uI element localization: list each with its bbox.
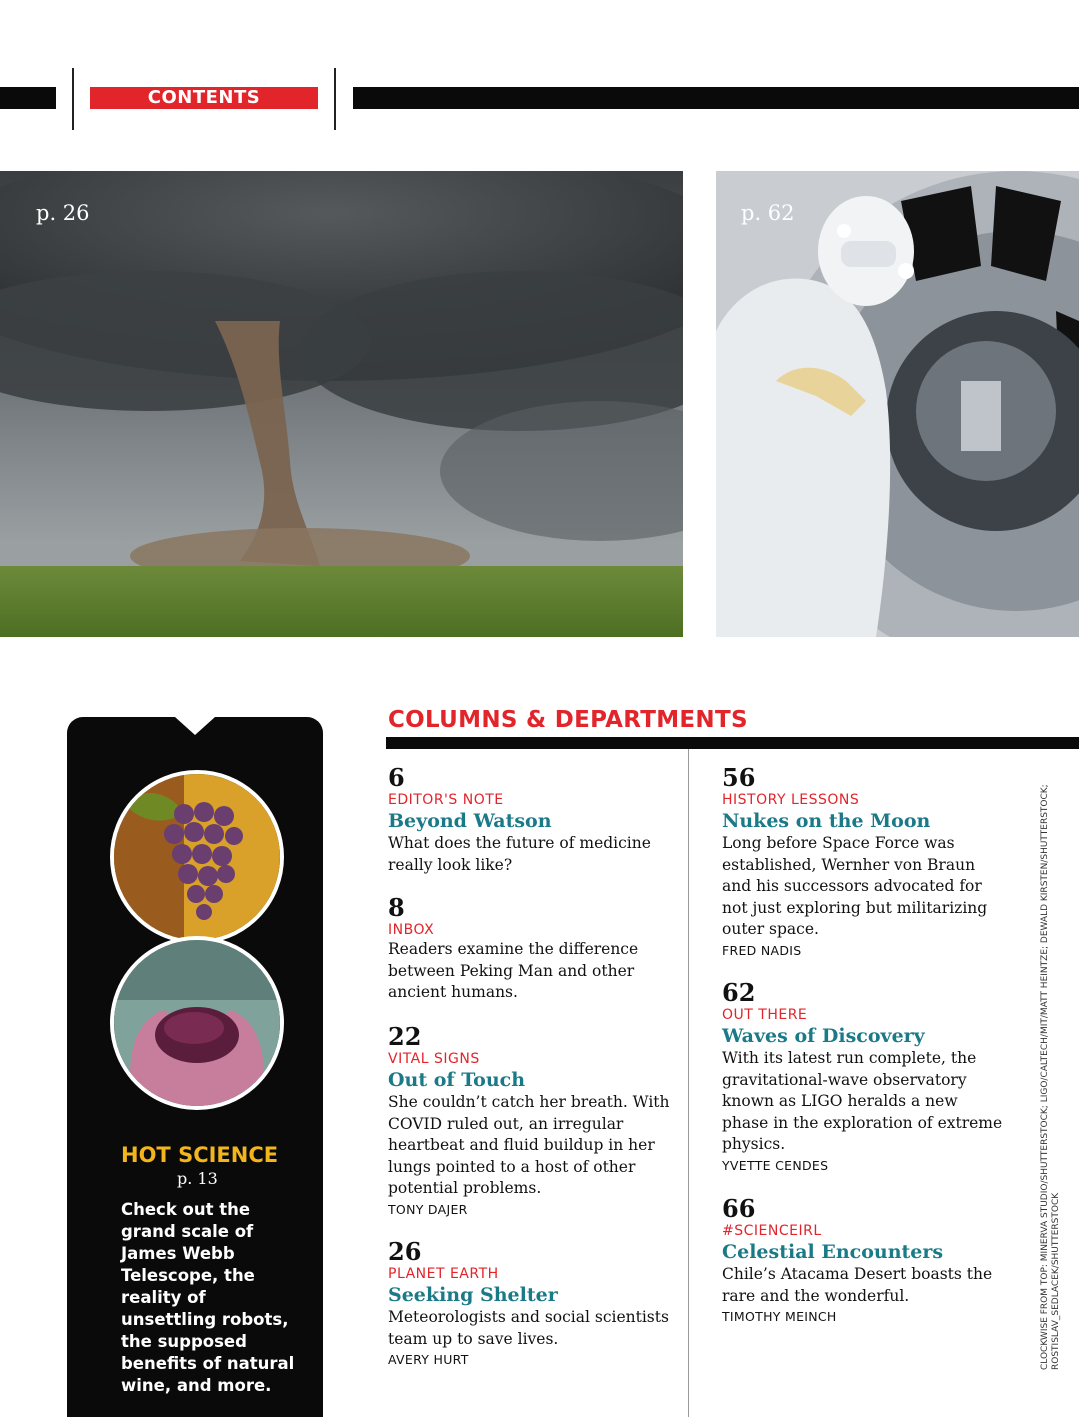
entry-author: TIMOTHY MEINCH <box>722 1309 837 1324</box>
entry-description: Meteorologists and social scientists team up to save lives. <box>388 1308 669 1348</box>
toc-entry[interactable] <box>722 765 1007 958</box>
toc-entry[interactable] <box>388 765 673 876</box>
toc-entry[interactable] <box>388 895 673 1004</box>
entry-headline: Nukes on the Moon <box>722 810 931 832</box>
sidebar-text: Check out the grand scale of James Webb Telescope, the reality of unsettling robots, the supposed benefits of natural wine, and more. <box>121 1200 295 1395</box>
photo-credit <box>1040 784 1062 1370</box>
entry-department: VITAL SIGNS <box>388 1051 480 1067</box>
header-bar-right <box>353 87 1079 109</box>
sidebar-title: HOT SCIENCE <box>121 1143 279 1167</box>
toc-entry[interactable] <box>722 1196 1007 1324</box>
entry-page-number: 8 <box>388 893 405 922</box>
entry-author: TONY DAJER <box>388 1201 468 1217</box>
entry-description: She couldn’t catch her breath. With COVID ruled out, an irregular heartbeat and fluid buildup in her lungs pointed to a host of other potential problems. <box>388 1093 670 1197</box>
entry-page-number: 56 <box>722 763 756 792</box>
section-rule <box>386 737 1079 749</box>
toc-entry[interactable] <box>722 980 1007 1173</box>
entry-department: HISTORY LESSONS <box>722 792 860 808</box>
entry-department: #SCIENCEIRL <box>722 1223 822 1239</box>
header-divider-right <box>334 68 336 130</box>
grapes-photo[interactable] <box>110 770 284 944</box>
contents-label: CONTENTS <box>90 87 318 109</box>
entry-department: EDITOR'S NOTE <box>388 792 504 808</box>
entry-description: Chile’s Atacama Desert boasts the rare and the wonderful. <box>722 1265 993 1305</box>
entry-author: FRED NADIS <box>722 942 802 958</box>
sidebar-page: p. 13 <box>177 1169 218 1188</box>
entry-headline: Waves of Discovery <box>722 1025 925 1047</box>
column-divider <box>688 749 689 1417</box>
tornado-photo[interactable] <box>0 171 683 637</box>
entry-headline: Seeking Shelter <box>388 1284 558 1306</box>
ligo-illustration <box>716 171 1079 637</box>
entry-department: INBOX <box>388 922 435 938</box>
entry-department: OUT THERE <box>722 1007 808 1023</box>
entry-author: YVETTE CENDES <box>722 1157 829 1173</box>
entry-description: What does the future of medicine really look like? <box>388 834 651 874</box>
entry-page-number: 66 <box>722 1194 756 1223</box>
pomace-illustration <box>114 940 280 1106</box>
entry-headline: Beyond Watson <box>388 810 552 832</box>
pomace-hands-photo[interactable] <box>110 936 284 1110</box>
entry-page-number: 62 <box>722 978 756 1007</box>
toc-entry[interactable] <box>388 1024 673 1217</box>
entry-department: PLANET EARTH <box>388 1266 499 1282</box>
entry-description: Long before Space Force was established, Wernher von Braun and his successors advocated for not just exploring but militarizing outer space. <box>722 834 988 938</box>
header-divider-left <box>72 68 74 130</box>
entry-description: With its latest run complete, the gravitational-wave observatory known as LIGO heralds a new phase in the exploration of extreme physics. <box>722 1049 1003 1153</box>
entry-headline: Out of Touch <box>388 1069 526 1091</box>
feature-page-ref: p. 62 <box>741 201 795 225</box>
ligo-cleanroom-photo[interactable] <box>716 171 1079 637</box>
entry-page-number: 6 <box>388 763 405 792</box>
photo-credit-line: CLOCKWISE FROM TOP: MINERVA STUDIO/SHUTTERSTOCK; LIGO/CALTECH/MIT/MATT HEINTZE; DEWALD KIRSTEN/SHUTTERSTOCK; <box>1040 784 1050 1370</box>
photo-credit-line: ROSTISLAV_SEDLACEK/SHUTTERSTOCK <box>1051 1192 1061 1370</box>
grapes-illustration <box>114 774 280 940</box>
entry-page-number: 26 <box>388 1237 422 1266</box>
feature-page-ref: p. 26 <box>36 201 90 225</box>
notch-icon <box>175 717 215 737</box>
entry-author: AVERY HURT <box>388 1352 469 1367</box>
section-title: COLUMNS & DEPARTMENTS <box>388 707 748 733</box>
entry-page-number: 22 <box>388 1022 422 1051</box>
toc-entry[interactable] <box>388 1239 673 1367</box>
entry-description: Readers examine the difference between Peking Man and other ancient humans. <box>388 940 639 1001</box>
tornado-illustration <box>0 171 683 637</box>
header-bar-left <box>0 87 56 109</box>
entry-headline: Celestial Encounters <box>722 1241 944 1263</box>
